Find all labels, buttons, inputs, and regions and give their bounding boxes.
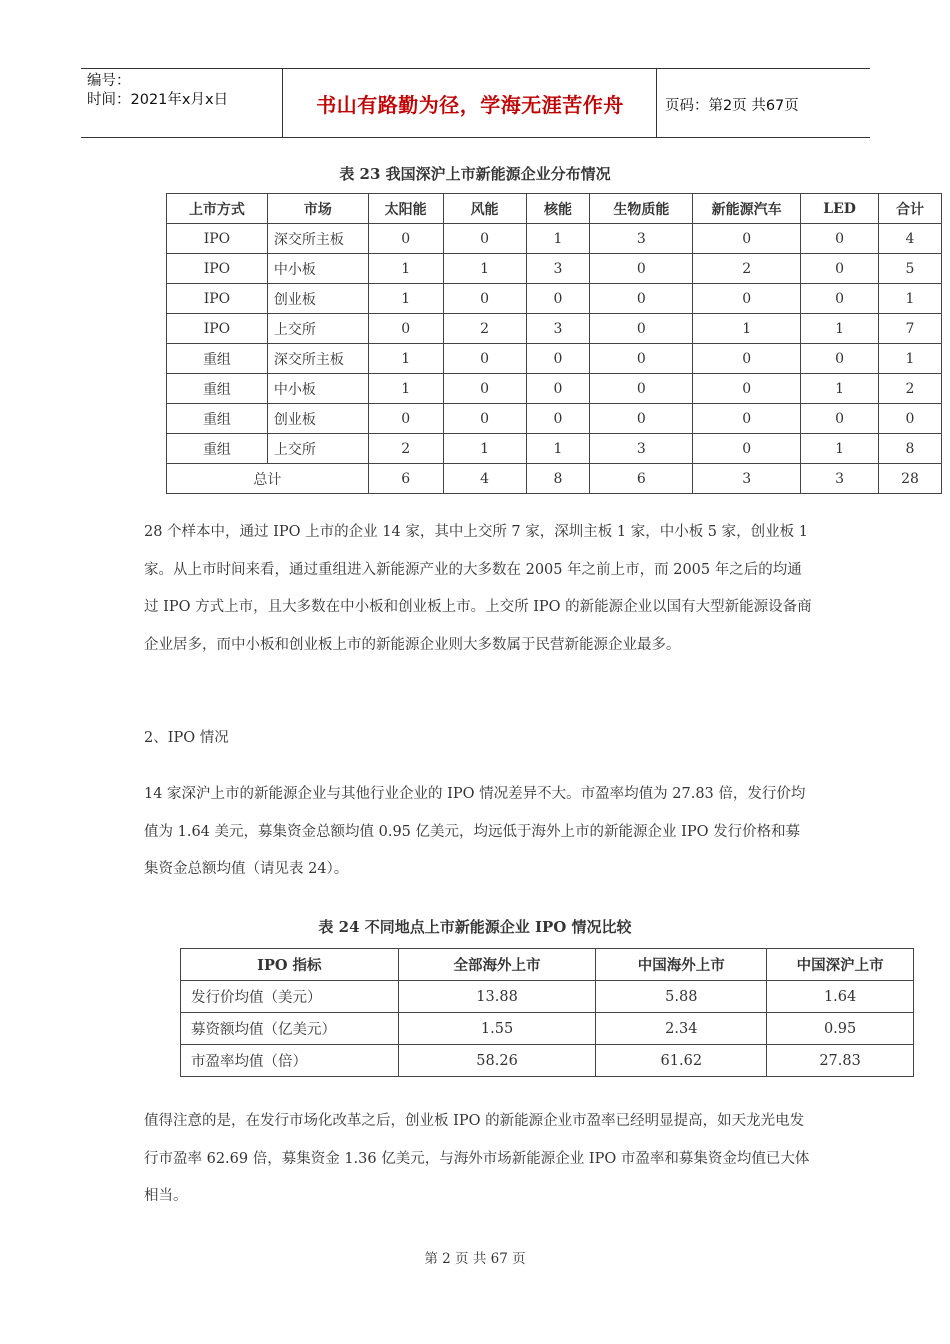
table-cell: 1: [526, 224, 590, 254]
table-cell: 0: [693, 224, 801, 254]
table-cell: 1: [443, 434, 526, 464]
table-cell: 发行价均值（美元）: [181, 981, 399, 1013]
table-cell: 0: [368, 314, 443, 344]
table-cell: 61.62: [596, 1045, 767, 1077]
table-cell: 0: [879, 404, 942, 434]
table-row: [167, 314, 942, 344]
table-row: [167, 254, 942, 284]
table-row: [181, 1045, 914, 1077]
table-cell: 1: [801, 374, 879, 404]
table-cell: 0: [526, 374, 590, 404]
table-cell: 0: [801, 404, 879, 434]
table-cell: 0: [368, 404, 443, 434]
table-cell: IPO: [167, 284, 268, 314]
table-cell: 中小板: [267, 374, 368, 404]
table-cell: 0: [693, 284, 801, 314]
table-cell: 2.34: [596, 1013, 767, 1045]
table-cell: 1.64: [767, 981, 914, 1013]
table-cell: 募资额均值（亿美元）: [181, 1013, 399, 1045]
table-cell: 8: [526, 464, 590, 494]
table-cell: 8: [879, 434, 942, 464]
table-cell: 0: [526, 344, 590, 374]
header-divider: [282, 69, 283, 137]
paragraph-sample-summary: 28 个样本中，通过 IPO 上市的企业 14 家，其中上交所 7 家，深圳主板 1 家，中小板 5 家，创业板 1 家。从上市时间来看，通过重组进入新能源产业的大多数在 2005 年之前上市，而 2005 年之后的均通过 IPO 方式上市，且大多数在中小板和创业板上市。上交所 IPO 的新能源企业以国有大型新能源设备商企业居多，而中小板和创业板上市的新能源企业则大多数属于民营新能源企业最多。: [144, 524, 812, 653]
table23-header-cell: 风能: [443, 194, 526, 224]
table-row: [167, 344, 942, 374]
table-row: [181, 981, 914, 1013]
table23-header-cell: LED: [801, 194, 879, 224]
table-cell: 28: [879, 464, 942, 494]
table-cell: 0: [801, 284, 879, 314]
table-cell: 市盈率均值（倍）: [181, 1045, 399, 1077]
table-cell: 0: [693, 434, 801, 464]
table-cell: 5.88: [596, 981, 767, 1013]
table-cell: 0: [590, 344, 693, 374]
table-row: [167, 404, 942, 434]
table-cell: 创业板: [267, 284, 368, 314]
table-cell: 重组: [167, 434, 268, 464]
table-cell: 3: [526, 254, 590, 284]
table24-header-cell: 全部海外上市: [398, 949, 596, 981]
table-cell: 3: [590, 224, 693, 254]
table23-header-row: [167, 194, 942, 224]
table-cell: 27.83: [767, 1045, 914, 1077]
table-cell: 1.55: [398, 1013, 596, 1045]
table-cell: 0: [443, 284, 526, 314]
header-motto: 书山有路勤为径，学海无涯苦作舟: [316, 92, 624, 117]
table-cell: IPO: [167, 314, 268, 344]
table-cell: 2: [879, 374, 942, 404]
table23: [166, 193, 942, 494]
table-cell: 3: [526, 314, 590, 344]
table-cell: 0: [368, 224, 443, 254]
table-row: [167, 434, 942, 464]
table-cell: 13.88: [398, 981, 596, 1013]
table-cell: 58.26: [398, 1045, 596, 1077]
table-cell: 重组: [167, 374, 268, 404]
table-cell: 1: [801, 314, 879, 344]
table-cell: 2: [368, 434, 443, 464]
table-cell: 1: [879, 344, 942, 374]
table24-header-row: [181, 949, 914, 981]
table24: [180, 948, 914, 1077]
table-cell: 中小板: [267, 254, 368, 284]
table-cell: 0: [590, 374, 693, 404]
table-cell: 5: [879, 254, 942, 284]
table-cell: 1: [368, 374, 443, 404]
header-meta: [87, 72, 228, 110]
table-cell: 0: [801, 224, 879, 254]
table-cell: 深交所主板: [267, 344, 368, 374]
table-cell: 0: [693, 374, 801, 404]
table23-header-cell: 新能源汽车: [693, 194, 801, 224]
table-cell: 0: [801, 254, 879, 284]
table-cell: 7: [879, 314, 942, 344]
table-cell: 0: [590, 404, 693, 434]
table-cell: 2: [693, 254, 801, 284]
table-row: [167, 224, 942, 254]
paragraph-ipo-comparison: 14 家深沪上市的新能源企业与其他行业企业的 IPO 情况差异不大。市盈率均值为 27.83 倍，发行价均值为 1.64 美元，募集资金总额均值 0.95 亿美元，均远低于海外上市的新能源企业 IPO 发行价格和募集资金总额均值（请见表 24）。: [144, 786, 806, 877]
table23-header-cell: 太阳能: [368, 194, 443, 224]
table-cell: 0: [443, 224, 526, 254]
table-cell: 0: [590, 284, 693, 314]
table24-header-cell: 中国深沪上市: [767, 949, 914, 981]
table-cell: 重组: [167, 404, 268, 434]
table-cell: 0: [443, 404, 526, 434]
table-cell: 1: [801, 434, 879, 464]
table23-header-cell: 合计: [879, 194, 942, 224]
section-heading-ipo: 2、IPO 情况: [144, 730, 229, 746]
paragraph-gem-pe-note: 值得注意的是，在发行市场化改革之后，创业板 IPO 的新能源企业市盈率已经明显提高，如天龙光电发行市盈率 62.69 倍，募集资金 1.36 亿美元，与海外市场新能源企业 IPO 市盈率和募集资金均值已大体相当。: [144, 1113, 810, 1204]
table24-header-cell: 中国海外上市: [596, 949, 767, 981]
table-cell: 6: [590, 464, 693, 494]
page-footer: 第 2 页 共 67 页: [424, 1251, 526, 1267]
table-cell: 2: [443, 314, 526, 344]
table-cell: 0: [443, 374, 526, 404]
table-cell: 3: [693, 464, 801, 494]
table-cell: 3: [590, 434, 693, 464]
table-row: [167, 284, 942, 314]
table-cell: 0: [526, 284, 590, 314]
table-cell: 0: [590, 254, 693, 284]
table-cell: 0: [801, 344, 879, 374]
table-cell: IPO: [167, 254, 268, 284]
table23-caption: 表 23 我国深沪上市新能源企业分布情况: [339, 165, 611, 183]
table-row: [181, 1013, 914, 1045]
table-cell: 3: [801, 464, 879, 494]
table-cell: 重组: [167, 344, 268, 374]
table-cell: 1: [368, 284, 443, 314]
table-cell: 0: [693, 404, 801, 434]
table24-header-cell: IPO 指标: [181, 949, 399, 981]
table-total-row: [167, 464, 942, 494]
table-cell: 上交所: [267, 314, 368, 344]
page-header: [81, 68, 870, 138]
table-cell: 上交所: [267, 434, 368, 464]
table-cell: 1: [368, 254, 443, 284]
table-cell: 深交所主板: [267, 224, 368, 254]
table-cell: 1: [526, 434, 590, 464]
table-cell: 0.95: [767, 1013, 914, 1045]
table-cell: 0: [590, 314, 693, 344]
table-cell: 0: [443, 344, 526, 374]
table-cell: 创业板: [267, 404, 368, 434]
table-cell: 4: [879, 224, 942, 254]
table-cell: 1: [368, 344, 443, 374]
table24-caption: 表 24 不同地点上市新能源企业 IPO 情况比较: [318, 918, 632, 936]
doc-number-label: 编号：: [87, 73, 131, 89]
table-cell: 总计: [167, 464, 369, 494]
table-cell: 1: [879, 284, 942, 314]
table-row: [167, 374, 942, 404]
table23-header-cell: 市场: [267, 194, 368, 224]
doc-time-label: 时间：2021年x月x日: [87, 92, 229, 108]
table-cell: 0: [526, 404, 590, 434]
table-cell: 1: [693, 314, 801, 344]
table23-header-cell: 核能: [526, 194, 590, 224]
table-cell: 6: [368, 464, 443, 494]
header-divider: [656, 69, 657, 137]
table23-header-cell: 生物质能: [590, 194, 693, 224]
table23-header-cell: 上市方式: [167, 194, 268, 224]
table-cell: 0: [693, 344, 801, 374]
table-cell: 4: [443, 464, 526, 494]
table-cell: 1: [443, 254, 526, 284]
header-page-label: 页码：第2页 共67页: [665, 98, 799, 114]
table-cell: IPO: [167, 224, 268, 254]
